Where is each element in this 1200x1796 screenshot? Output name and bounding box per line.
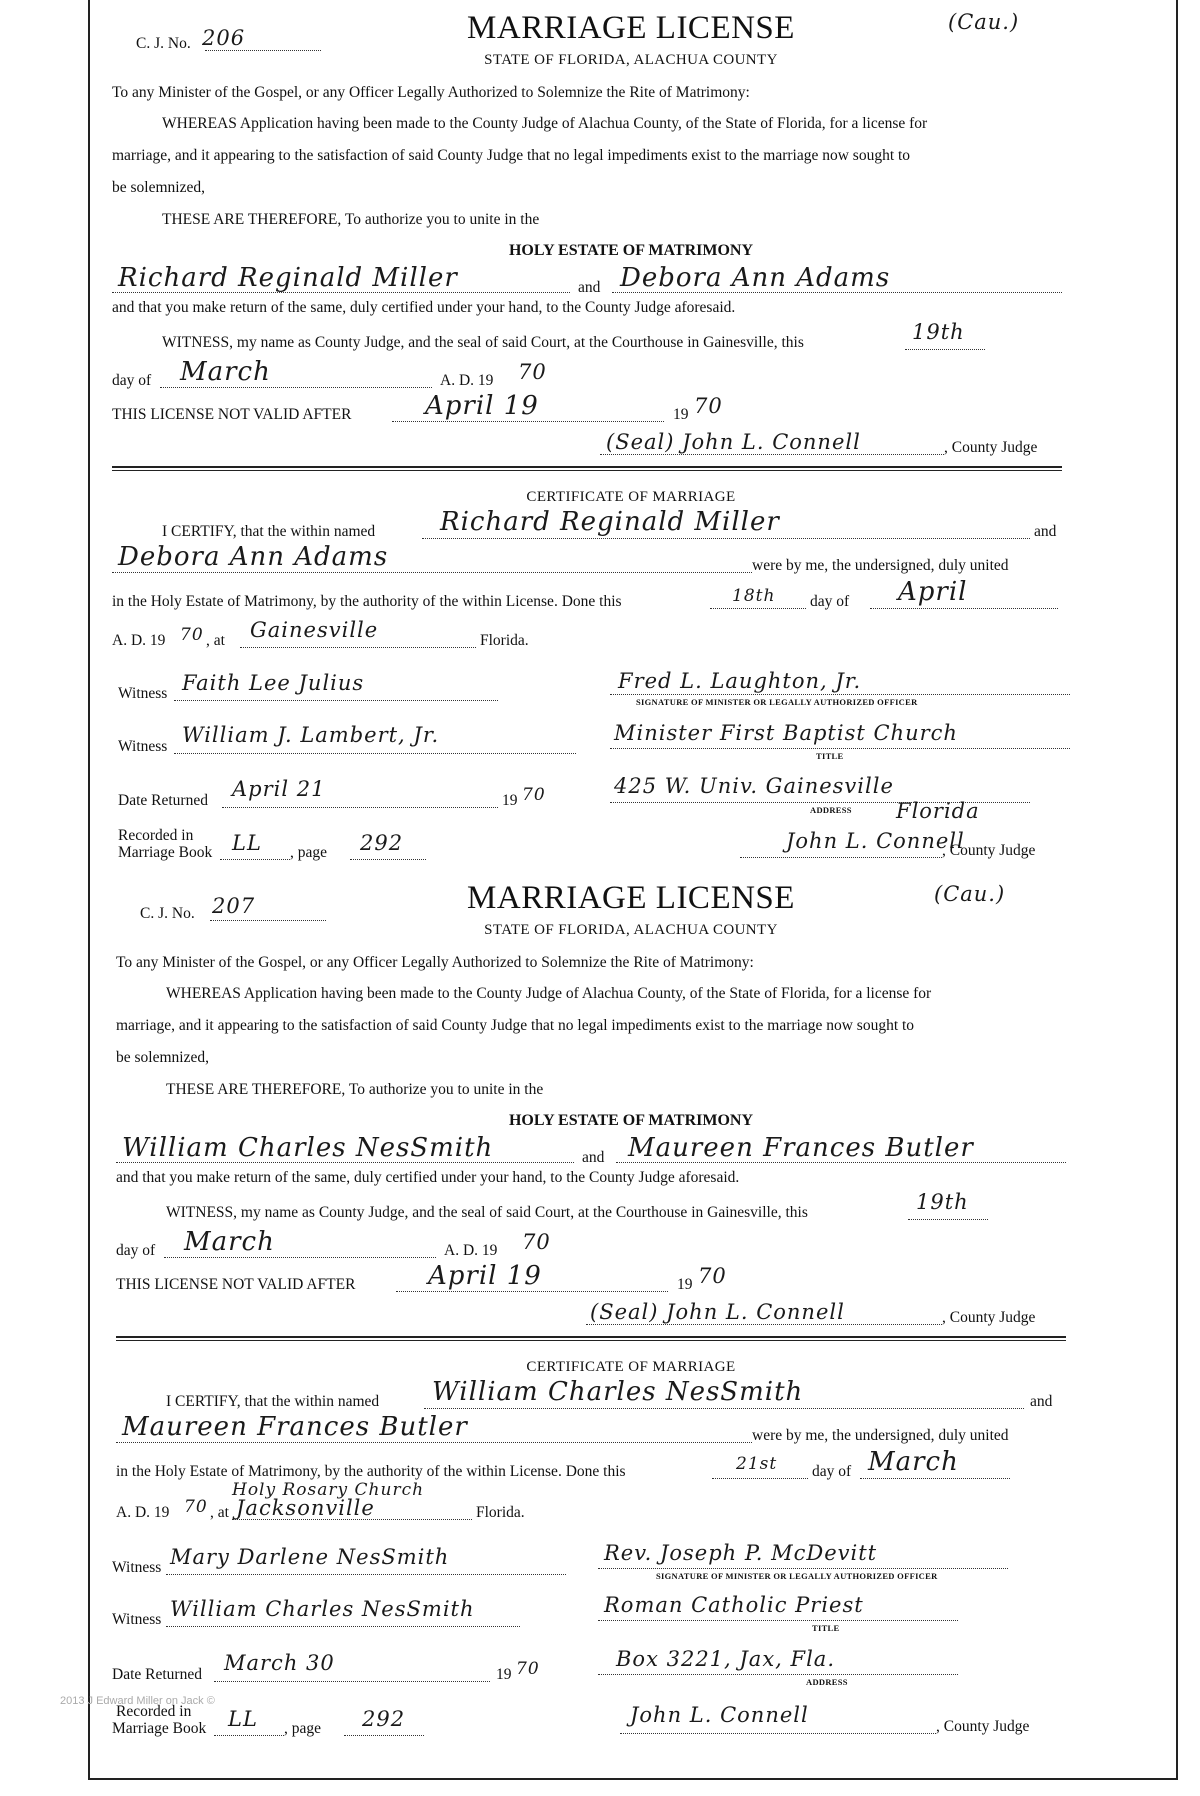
not-valid-year: 70 — [694, 394, 723, 418]
cj-label: C. J. No. — [136, 35, 191, 52]
recorder-signature: John L. Connell — [630, 1703, 809, 1727]
bride-name: Maureen Frances Butler — [628, 1133, 974, 1163]
witness-1: Mary Darlene NesSmith — [170, 1545, 450, 1569]
marriage-book-label: Marriage Book — [118, 844, 213, 861]
page-line — [350, 859, 426, 860]
witness-2-label: Witness — [112, 1611, 162, 1628]
recorder-signature: John L. Connell — [786, 829, 965, 853]
corner-note: (Cau.) — [948, 10, 1020, 34]
address-label: ADDRESS — [806, 1677, 848, 1687]
license-subtitle: STATE OF FLORIDA, ALACHUA COUNTY — [484, 52, 778, 68]
cert-and: and — [1034, 523, 1057, 540]
day-of-label: day of — [116, 1242, 156, 1259]
witness-1-line — [174, 700, 498, 701]
place-line — [240, 647, 476, 648]
witness-1-label: Witness — [112, 1559, 162, 1576]
judge-signature: (Seal) John L. Connell — [590, 1300, 845, 1324]
recorder-judge-label: , County Judge — [942, 842, 1036, 859]
officer-title: Minister First Baptist Church — [614, 721, 958, 745]
and-label: and — [582, 1149, 605, 1166]
officer-title-line — [610, 748, 1070, 749]
judge-signature: (Seal) John L. Connell — [606, 430, 861, 454]
cert-title: CERTIFICATE OF MARRIAGE — [526, 1359, 736, 1375]
witness-day: 19th — [916, 1190, 969, 1214]
not-valid-date: April 19 — [428, 1261, 542, 1291]
bride-line — [612, 292, 1062, 293]
officer-address-line — [598, 1674, 958, 1675]
not-valid-label: THIS LICENSE NOT VALID AFTER — [112, 406, 352, 423]
book-line — [220, 859, 290, 860]
groom-name: William Charles NesSmith — [122, 1133, 494, 1163]
cj-number: 206 — [202, 26, 246, 50]
certify-label: I CERTIFY, that the within named — [166, 1393, 380, 1410]
authority-label: in the Holy Estate of Matrimony, by the authority of the within License. Done this — [112, 593, 622, 610]
cj-label: C. J. No. — [140, 905, 195, 922]
license-subtitle: STATE OF FLORIDA, ALACHUA COUNTY — [484, 922, 778, 938]
done-month-line — [860, 1478, 1010, 1479]
officer-label: SIGNATURE OF MINISTER OR LEGALLY AUTHORIZED OFFICER — [656, 1571, 938, 1581]
date-returned-line — [222, 807, 498, 808]
county-judge-label: , County Judge — [944, 439, 1038, 456]
officer-line — [610, 694, 1070, 695]
recorded-label: Recorded in — [118, 827, 194, 844]
month-line — [160, 387, 432, 388]
not-valid-line — [396, 1291, 668, 1292]
address-line: To any Minister of the Gospel, or any Officer Legally Authorized to Solemnize the Rite of Matrimony: — [112, 84, 750, 101]
book: LL — [232, 831, 262, 855]
witness-1-label: Witness — [118, 685, 168, 702]
returned-year-label: 19 — [502, 792, 518, 809]
place: Jacksonville — [236, 1496, 375, 1520]
done-month: March — [868, 1447, 959, 1477]
done-day: 18th — [732, 586, 776, 606]
whereas-line-3: be solemnized, — [112, 179, 205, 196]
return-line: and that you make return of the same, duly certified under your hand, to the County Judge aforesaid. — [116, 1169, 740, 1186]
officer-address-2: Florida — [896, 799, 980, 823]
authority-label: in the Holy Estate of Matrimony, by the authority of the within License. Done this — [116, 1463, 626, 1480]
united-label: were by me, the undersigned, duly united — [752, 557, 1009, 574]
officer-signature: Fred L. Laughton, Jr. — [618, 669, 862, 693]
cert-bride-line — [112, 572, 752, 573]
done-day-of: day of — [812, 1463, 852, 1480]
cert-groom: William Charles NesSmith — [432, 1377, 804, 1407]
therefore-line: THESE ARE THEREFORE, To authorize you to unite in the — [162, 211, 540, 228]
at-label: , at — [210, 1504, 229, 1521]
not-valid-year-label: 19 — [677, 1276, 693, 1293]
corner-note: (Cau.) — [934, 882, 1006, 906]
groom-name: Richard Reginald Miller — [118, 263, 458, 293]
return-line: and that you make return of the same, duly certified under your hand, to the County Judge aforesaid. — [112, 299, 736, 316]
book: LL — [228, 1707, 258, 1731]
cert-bride: Maureen Frances Butler — [122, 1412, 468, 1442]
not-valid-line — [392, 421, 664, 422]
witness-2-label: Witness — [118, 738, 168, 755]
officer-address: 425 W. Univ. Gainesville — [614, 774, 894, 798]
date-returned: April 21 — [232, 777, 326, 801]
year: 70 — [522, 1230, 551, 1254]
whereas-line-3: be solemnized, — [116, 1049, 209, 1066]
section-rule — [116, 1336, 1066, 1341]
witness-2: William J. Lambert, Jr. — [182, 723, 440, 747]
witness-day-line — [908, 1219, 988, 1220]
done-day-line — [712, 1478, 808, 1479]
witness-2-line — [174, 753, 576, 754]
florida-label: Florida. — [480, 632, 529, 649]
cj-number: 207 — [212, 894, 256, 918]
done-day-line — [710, 608, 806, 609]
day-of-label: day of — [112, 372, 152, 389]
officer-label: SIGNATURE OF MINISTER OR LEGALLY AUTHORIZED OFFICER — [636, 697, 918, 707]
witness-line: WITNESS, my name as County Judge, and the seal of said Court, at the Courthouse in Gainesville, this — [166, 1204, 808, 1221]
address-line: To any Minister of the Gospel, or any Officer Legally Authorized to Solemnize the Rite of Matrimony: — [116, 954, 754, 971]
returned-year-label: 19 — [496, 1666, 512, 1683]
month: March — [180, 357, 271, 387]
page-number: 292 — [360, 831, 404, 855]
witness-day-line — [905, 349, 985, 350]
bride-line — [616, 1162, 1066, 1163]
recorder-line — [740, 857, 942, 858]
done-ad-label: A. D. 19 — [112, 632, 166, 649]
month-line — [164, 1257, 436, 1258]
section-rule — [112, 466, 1062, 471]
recorder-line — [620, 1733, 936, 1734]
bride-name: Debora Ann Adams — [620, 263, 891, 293]
done-month: April — [898, 577, 968, 607]
officer-address: Box 3221, Jax, Fla. — [616, 1647, 836, 1671]
page-line — [344, 1735, 424, 1736]
title-label: TITLE — [812, 1623, 840, 1633]
page-label: , page — [284, 1720, 322, 1737]
officer-title: Roman Catholic Priest — [604, 1593, 864, 1617]
marriage-book-label: Marriage Book — [112, 1720, 207, 1737]
place-line — [232, 1519, 472, 1520]
whereas-line-1: WHEREAS Application having been made to the County Judge of Alachua County, of the State of Florida, for a license for — [162, 115, 928, 132]
officer-line — [598, 1568, 1008, 1569]
license-title: MARRIAGE LICENSE — [467, 880, 795, 916]
done-year: 70 — [184, 1497, 208, 1517]
done-day-of: day of — [810, 593, 850, 610]
year: 70 — [518, 360, 547, 384]
therefore-line: THESE ARE THEREFORE, To authorize you to unite in the — [166, 1081, 544, 1098]
cert-groom-line — [424, 1408, 1024, 1409]
title-label: TITLE — [816, 751, 844, 761]
date-returned-label: Date Returned — [112, 1666, 202, 1683]
page-label: , page — [290, 844, 328, 861]
date-returned-label: Date Returned — [118, 792, 208, 809]
witness-line: WITNESS, my name as County Judge, and the seal of said Court, at the Courthouse in Gainesville, this — [162, 334, 804, 351]
groom-line — [116, 1162, 574, 1163]
witness-1-line — [166, 1574, 566, 1575]
cert-bride: Debora Ann Adams — [118, 542, 389, 572]
united-label: were by me, the undersigned, duly united — [752, 1427, 1009, 1444]
cert-groom: Richard Reginald Miller — [440, 507, 780, 537]
returned-year: 70 — [522, 785, 546, 805]
license-title: MARRIAGE LICENSE — [467, 10, 795, 46]
at-label: , at — [206, 632, 225, 649]
month: March — [184, 1227, 275, 1257]
cert-and: and — [1030, 1393, 1053, 1410]
recorder-judge-label: , County Judge — [936, 1718, 1030, 1735]
place-extra: Holy Rosary Church — [232, 1480, 425, 1500]
officer-title-line — [598, 1620, 958, 1621]
holy-estate-heading: HOLY ESTATE OF MATRIMONY — [508, 242, 754, 259]
holy-estate-heading: HOLY ESTATE OF MATRIMONY — [508, 1112, 754, 1129]
whereas-line-2: marriage, and it appearing to the satisfaction of said County Judge that no legal impediments exist to the marriage now sought to — [116, 1017, 915, 1034]
cert-bride-line — [116, 1442, 752, 1443]
groom-line — [112, 292, 570, 293]
witness-2-line — [166, 1626, 520, 1627]
done-ad-label: A. D. 19 — [116, 1504, 170, 1521]
not-valid-year-label: 19 — [673, 406, 689, 423]
returned-year: 70 — [516, 1659, 540, 1679]
florida-label: Florida. — [476, 1504, 525, 1521]
recorded-label: Recorded in — [116, 1703, 192, 1720]
officer-signature: Rev. Joseph P. McDevitt — [604, 1541, 878, 1565]
date-returned-line — [214, 1681, 490, 1682]
cert-groom-line — [422, 538, 1030, 539]
cert-title: CERTIFICATE OF MARRIAGE — [526, 489, 736, 505]
not-valid-year: 70 — [698, 1264, 727, 1288]
whereas-line-1: WHEREAS Application having been made to the County Judge of Alachua County, of the State of Florida, for a license for — [166, 985, 932, 1002]
address-label: ADDRESS — [810, 805, 852, 815]
done-month-line — [870, 608, 1058, 609]
judge-line — [600, 454, 944, 455]
done-day: 21st — [736, 1454, 778, 1474]
watermark: 2013 J Edward Miller on Jack © — [60, 1695, 215, 1707]
county-judge-label: , County Judge — [942, 1309, 1036, 1326]
ad-label: A. D. 19 — [440, 372, 494, 389]
and-label: and — [578, 279, 601, 296]
whereas-line-2: marriage, and it appearing to the satisfaction of said County Judge that no legal impediments exist to the marriage now sought to — [112, 147, 911, 164]
witness-1: Faith Lee Julius — [182, 671, 365, 695]
certify-label: I CERTIFY, that the within named — [162, 523, 376, 540]
witness-day: 19th — [912, 320, 965, 344]
not-valid-date: April 19 — [425, 391, 539, 421]
done-year: 70 — [180, 625, 204, 645]
place: Gainesville — [250, 618, 379, 642]
ad-label: A. D. 19 — [444, 1242, 498, 1259]
witness-2: William Charles NesSmith — [170, 1597, 475, 1621]
book-line — [214, 1735, 284, 1736]
not-valid-label: THIS LICENSE NOT VALID AFTER — [116, 1276, 356, 1293]
date-returned: March 30 — [224, 1651, 335, 1675]
judge-line — [586, 1324, 942, 1325]
page-number: 292 — [362, 1707, 406, 1731]
